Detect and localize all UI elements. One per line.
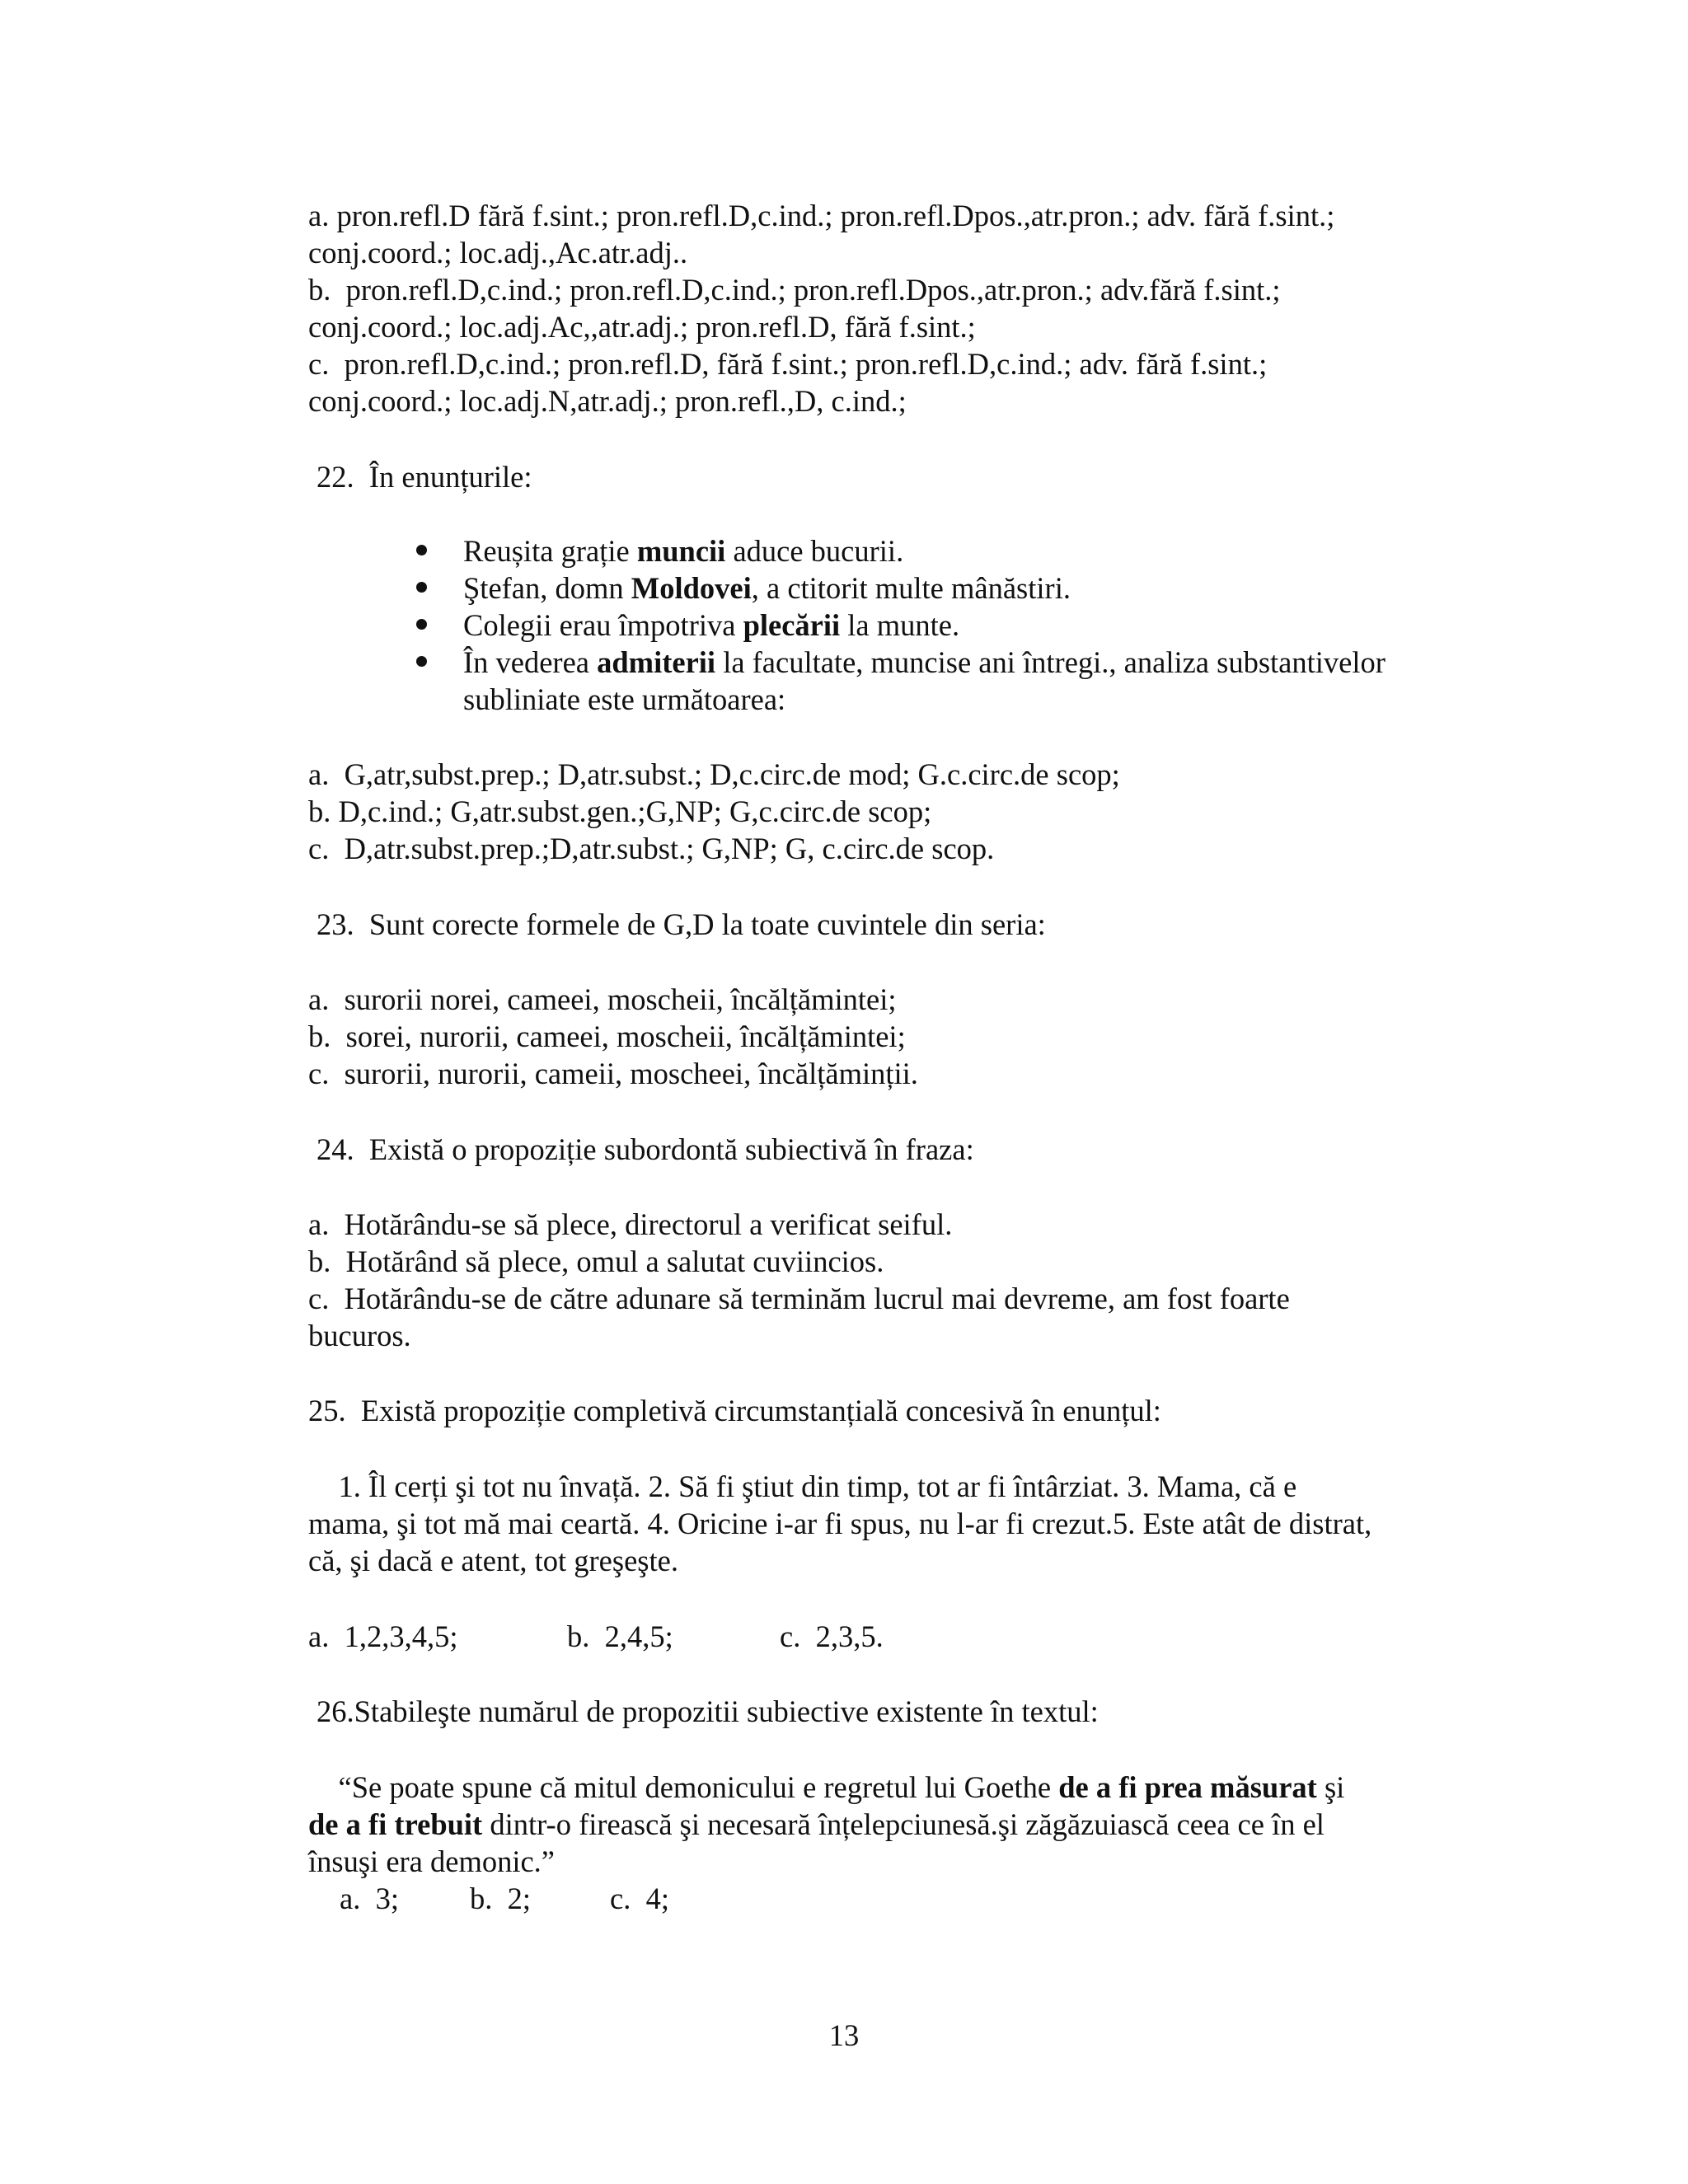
q26-stem: 26.Stabileşte numărul de propozitii subiective existente în textul: <box>316 1694 1099 1728</box>
q24-option-a: a. Hotărându-se să plece, directorul a verificat seiful. <box>308 1207 953 1241</box>
q23-option-c: c. surorii, nurorii, cameii, moscheei, încălțăminții. <box>308 1057 918 1090</box>
q24-option-c-line1: c. Hotărându-se de către adunare să terminăm lucrul mai devreme, am fost foarte <box>308 1282 1290 1315</box>
q22-bullet-3: Colegii erau împotriva plecării la munte. <box>463 608 960 642</box>
q25-option-b: b. 2,4,5; <box>567 1619 673 1653</box>
q25-text-line1: 1. Îl cerți şi tot nu învață. 2. Să fi ştiut din timp, tot ar fi întârziat. 3. Mama, că e <box>308 1469 1297 1503</box>
q26-option-b: b. 2; <box>470 1882 532 1915</box>
q24-stem: 24. Există o propoziție subordontă subiectivă în fraza: <box>316 1132 974 1166</box>
q21-option-b-line2: conj.coord.; loc.adj.Ac,,atr.adj.; pron.refl.D, fără f.sint.; <box>308 310 976 344</box>
q21-option-c-line2: conj.coord.; loc.adj.N,atr.adj.; pron.refl.,D, c.ind.; <box>308 384 907 418</box>
bullet-icon <box>416 582 427 593</box>
bullet-icon <box>416 619 427 630</box>
q25-stem: 25. Există propoziție completivă circumstanțială concesivă în enunțul: <box>308 1394 1161 1427</box>
q22-bullet-4-continuation: subliniate este următoarea: <box>463 682 786 716</box>
q21-option-c-line1: c. pron.refl.D,c.ind.; pron.refl.D, fără f.sint.; pron.refl.D,c.ind.; adv. fără f.sint.; <box>308 347 1268 381</box>
q26-quote-line3: însuşi era demonic.” <box>308 1844 556 1878</box>
q22-option-a: a. G,atr,subst.prep.; D,atr.subst.; D,c.circ.de mod; G.c.circ.de scop; <box>308 757 1120 791</box>
q22-option-c: c. D,atr.subst.prep.;D,atr.subst.; G,NP; G, c.circ.de scop. <box>308 832 995 865</box>
q22-option-b: b. D,c.ind.; G,atr.subst.gen.;G,NP; G,c.circ.de scop; <box>308 794 932 828</box>
q22-stem: 22. În enunțurile: <box>316 460 532 494</box>
page-number: 13 <box>828 2018 860 2052</box>
q21-option-a-line2: conj.coord.; loc.adj.,Ac.atr.adj.. <box>308 236 688 269</box>
q25-text-line2: mama, şi tot mă mai ceartă. 4. Oricine i-ar fi spus, nu l-ar fi crezut.5. Este atât de distrat, <box>308 1507 1372 1540</box>
bullet-icon <box>416 656 427 667</box>
q25-option-c: c. 2,3,5. <box>780 1619 884 1653</box>
q22-bullet-1: Reușita grație muncii aduce bucurii. <box>463 534 904 568</box>
q26-option-c: c. 4; <box>610 1882 669 1915</box>
q23-option-b: b. sorei, nurorii, cameei, moscheii, încălțămintei; <box>308 1019 906 1053</box>
q23-stem: 23. Sunt corecte formele de G,D la toate cuvintele din seria: <box>316 907 1046 941</box>
q21-option-a-line1: a. pron.refl.D fără f.sint.; pron.refl.D,c.ind.; pron.refl.Dpos.,atr.pron.; adv. fără f.sint.; <box>308 199 1335 232</box>
q25-option-a: a. 1,2,3,4,5; <box>308 1619 458 1653</box>
q24-option-c-line2: bucuros. <box>308 1319 411 1352</box>
q22-bullet-2: Ştefan, domn Moldovei, a ctitorit multe mânăstiri. <box>463 571 1071 605</box>
bullet-icon <box>416 545 427 555</box>
q26-quote-line2: de a fi trebuit dintr-o firească şi necesară înțelepciunesă.şi zăgăzuiască ceea ce în el <box>308 1807 1325 1841</box>
q21-option-b-line1: b. pron.refl.D,c.ind.; pron.refl.D,c.ind.; pron.refl.Dpos.,atr.pron.; adv.fără f.sint.; <box>308 273 1281 307</box>
q26-option-a: a. 3; <box>340 1882 399 1915</box>
q22-bullet-4: În vederea admiterii la facultate, muncise ani întregi., analiza substantivelor <box>463 645 1386 679</box>
q25-text-line3: că, şi dacă e atent, tot greşeşte. <box>308 1544 678 1577</box>
q24-option-b: b. Hotărând să plece, omul a salutat cuviincios. <box>308 1244 884 1278</box>
q26-quote-line1: “Se poate spune că mitul demonicului e regretul lui Goethe de a fi prea măsurat şi <box>308 1770 1345 1804</box>
q23-option-a: a. surorii norei, cameei, moscheii, încălțămintei; <box>308 982 897 1016</box>
